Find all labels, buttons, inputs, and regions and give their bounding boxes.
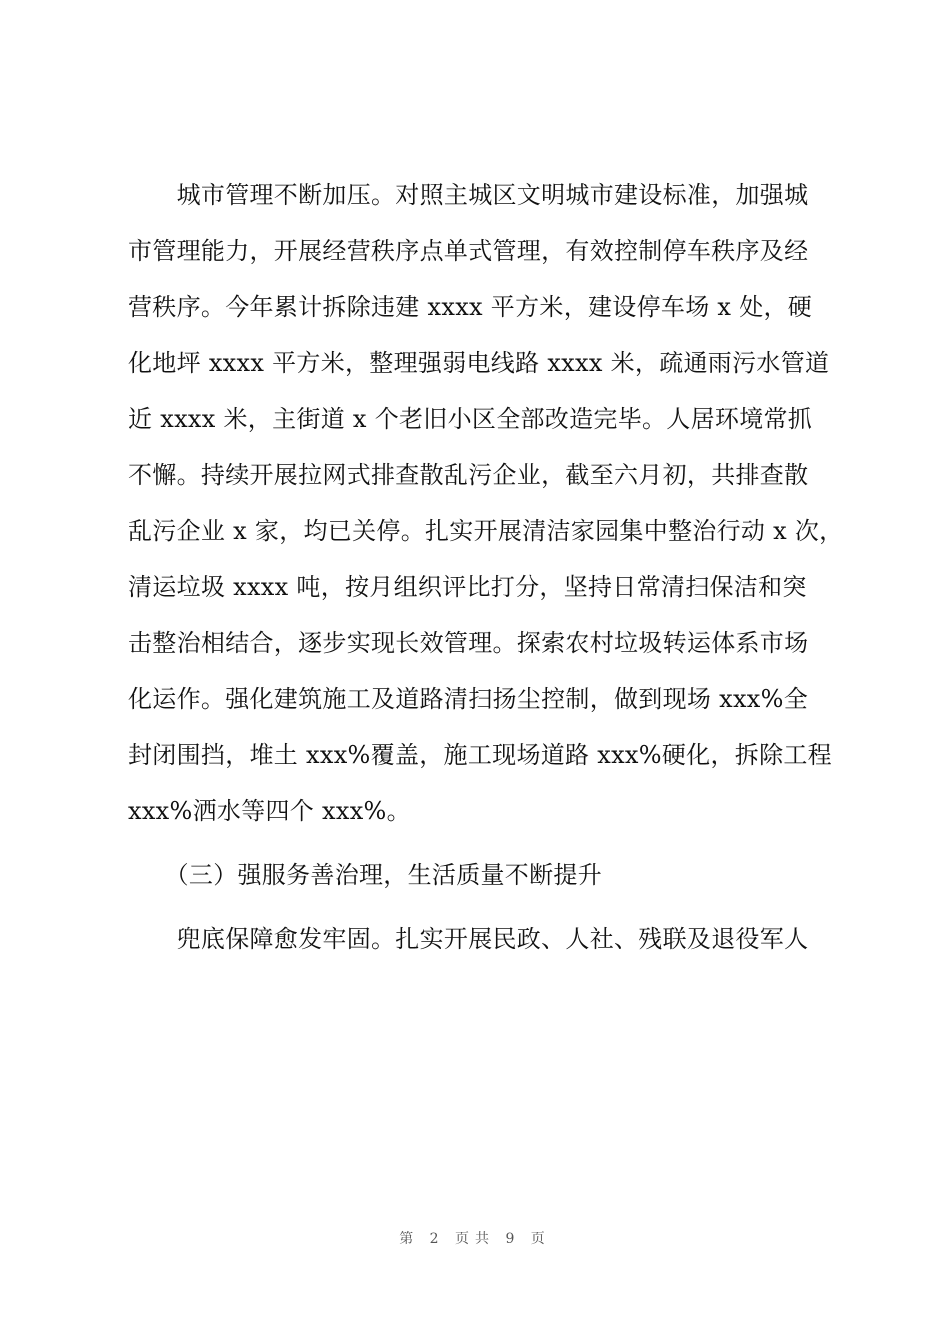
text-line: 化运作。强化建筑施工及道路清扫扬尘控制，做到现场 xxx%全 <box>128 685 809 713</box>
body-text <box>128 170 848 970</box>
text-line: xxx%洒水等四个 xxx%。 <box>128 797 411 825</box>
page-number-footer: 第 2 页共 9 页 <box>399 1231 551 1247</box>
text-line: 击整治相结合，逐步实现长效管理。探索农村垃圾转运体系市场 <box>128 629 809 657</box>
text-line: 城市管理不断加压。对照主城区文明城市建设标准，加强城 <box>128 181 809 209</box>
text-line: 兜底保障愈发牢固。扎实开展民政、人社、残联及退役军人 <box>128 925 809 953</box>
text-line: 不懈。持续开展拉网式排查散乱污企业，截至六月初，共排查散 <box>128 461 809 489</box>
section-heading: （三）强服务善治理，生活质量不断提升 <box>128 861 602 889</box>
text-line: 封闭围挡，堆土 xxx%覆盖，施工现场道路 xxx%硬化，拆除工程 <box>128 741 832 769</box>
text-line: 乱污企业 x 家，均已关停。扎实开展清洁家园集中整治行动 x 次， <box>128 517 844 545</box>
text-line: 市管理能力，开展经营秩序点单式管理，有效控制停车秩序及经 <box>128 237 809 265</box>
text-line: 化地坪 xxxx 平方米，整理强弱电线路 xxxx 米，疏通雨污水管道 <box>128 349 830 377</box>
text-line: 营秩序。今年累计拆除违建 xxxx 平方米，建设停车场 x 处，硬 <box>128 293 813 321</box>
text-line: 近 xxxx 米，主街道 x 个老旧小区全部改造完毕。人居环境常抓 <box>128 405 813 433</box>
text-line: 清运垃圾 xxxx 吨，按月组织评比打分，坚持日常清扫保洁和突 <box>128 573 807 601</box>
